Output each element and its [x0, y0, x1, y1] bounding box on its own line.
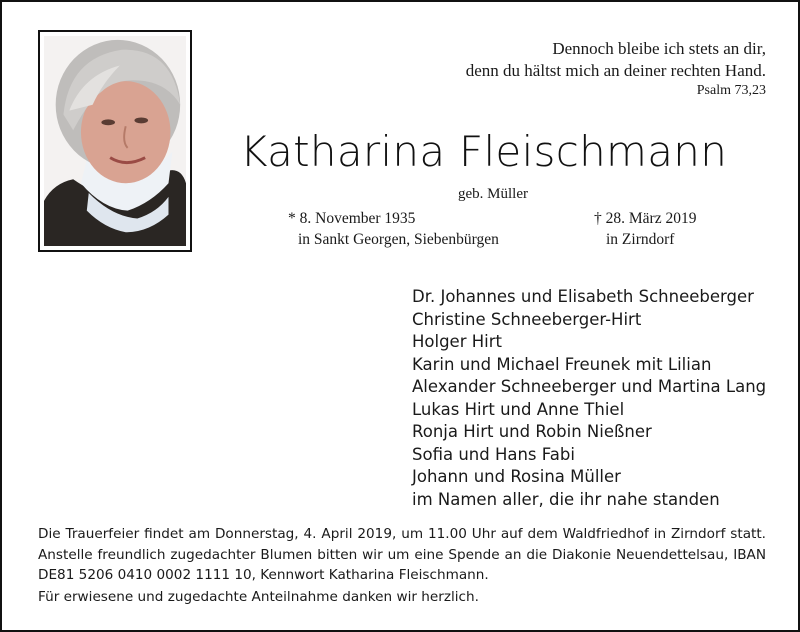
portrait-photo — [38, 30, 192, 252]
mourner-item: Ronja Hirt und Robin Nießner — [412, 422, 652, 441]
mourner-item: Lukas Hirt und Anne Thiel — [412, 399, 625, 419]
mourner-item: Christine Schneeberger-Hirt — [412, 309, 642, 329]
verse-reference: Psalm 73,23 — [696, 83, 766, 98]
mourner-item: Alexander Schneeberger und Martina Lang — [412, 377, 767, 396]
death-info — [594, 208, 696, 250]
birth-place: in Sankt Georgen, Siebenbürgen — [298, 231, 499, 248]
verse-line-2: denn du hältst mich an deiner rechten Hand. — [465, 61, 766, 80]
mourners-list — [412, 286, 766, 511]
mourner-item: Dr. Johannes und Elisabeth Schneeberger — [412, 287, 754, 306]
thanks-note: Für erwiesene und zugedachte Anteilnahme danken wir herzlich. — [38, 589, 479, 605]
mourner-item: Sofia und Hans Fabi — [412, 444, 575, 464]
portrait-image — [44, 36, 186, 246]
deceased-name: Katharina Fleischmann — [240, 127, 728, 176]
verse-line-1: Dennoch bleibe ich stets an dir, — [552, 39, 766, 58]
mourner-item: Karin und Michael Freunek mit Lilian — [412, 354, 712, 374]
ceremony-notice: Die Trauerfeier findet am Donnerstag, 4. April 2019, um 11.00 Uhr auf dem Waldfriedhof in Zirndorf statt. Anstelle freundlich zugedachter Blumen bitten wir um eine Spende an die Diakonie Neuendettelsau, IBAN DE81 5206 0410 0002 1111 10, Kennwort Katharina Fleischmann. — [38, 526, 766, 583]
death-place: in Zirndorf — [606, 231, 675, 248]
mourner-item: im Namen aller, die ihr nahe standen — [412, 489, 720, 509]
birth-date: * 8. November 1935 — [288, 210, 416, 227]
birth-info — [288, 208, 499, 250]
psalm-verse — [466, 38, 766, 100]
death-date: † 28. März 2019 — [594, 210, 697, 227]
mourner-item: Holger Hirt — [412, 332, 502, 351]
maiden-name: geb. Müller — [458, 186, 528, 202]
mourner-item: Johann und Rosina Müller — [412, 467, 621, 486]
